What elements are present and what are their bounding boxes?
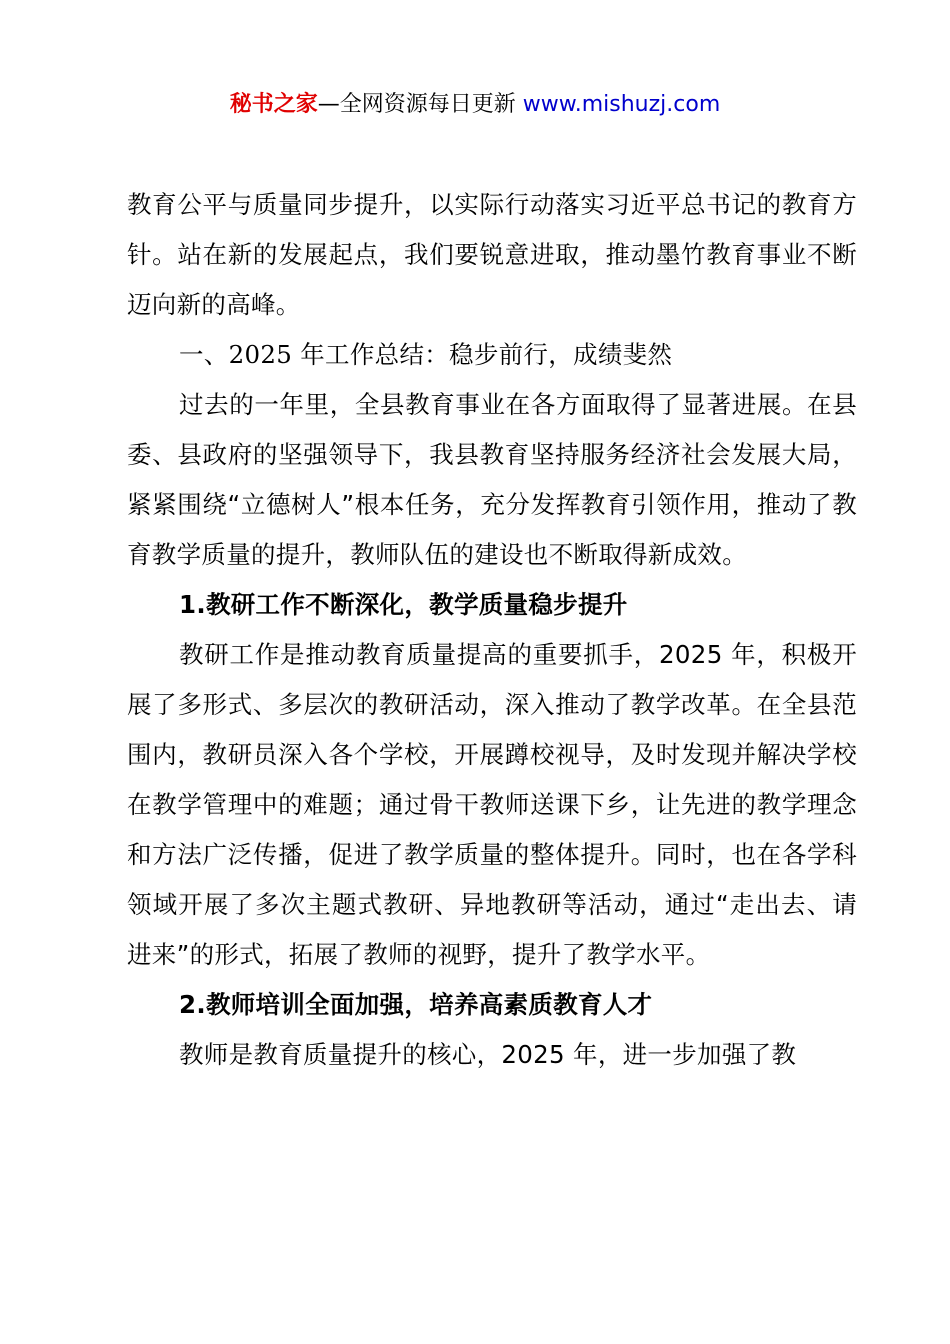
page-header (0, 88, 950, 122)
paragraph-teacher-training: 教师是教育质量提升的核心，2025 年，进一步加强了教 (179, 1040, 797, 1069)
header-url-link[interactable]: www.mishuzj.com (522, 92, 721, 117)
header-brand: 秘书之家 (229, 92, 318, 117)
document-body (127, 180, 857, 1080)
subheading-teacher-training: 2.教师培训全面加强，培养高素质教育人才 (179, 990, 653, 1019)
paragraph-overview: 过去的一年里，全县教育事业在各方面取得了显著进展。在县委、县政府的坚强领导下，我县教育坚持服务经济社会发展大局，紧紧围绕“立德树人”根本任务，充分发挥教育引领作用，推动了教育教学质量的提升，教师队伍的建设也不断取得新成效。 (127, 390, 857, 569)
header-tagline: —全网资源每日更新 (317, 92, 523, 117)
subheading-teaching-research: 1.教研工作不断深化，教学质量稳步提升 (179, 590, 628, 619)
paragraph-intro: 教育公平与质量同步提升，以实际行动落实习近平总书记的教育方针。站在新的发展起点，我们要锐意进取，推动墨竹教育事业不断迈向新的高峰。 (127, 190, 857, 319)
paragraph-teaching-research: 教研工作是推动教育质量提高的重要抓手，2025 年，积极开展了多形式、多层次的教研活动，深入推动了教学改革。在全县范围内，教研员深入各个学校，开展蹲校视导，及时发现并解决学校在教学管理中的难题；通过骨干教师送课下乡，让先进的教学理念和方法广泛传播，促进了教学质量的整体提升。同时，也在各学科领域开展了多次主题式教研、异地教研等活动，通过“走出去、请进来”的形式，拓展了教师的视野，提升了教学水平。 (127, 640, 857, 969)
section-heading-summary: 一、2025 年工作总结：稳步前行，成绩斐然 (179, 340, 673, 369)
